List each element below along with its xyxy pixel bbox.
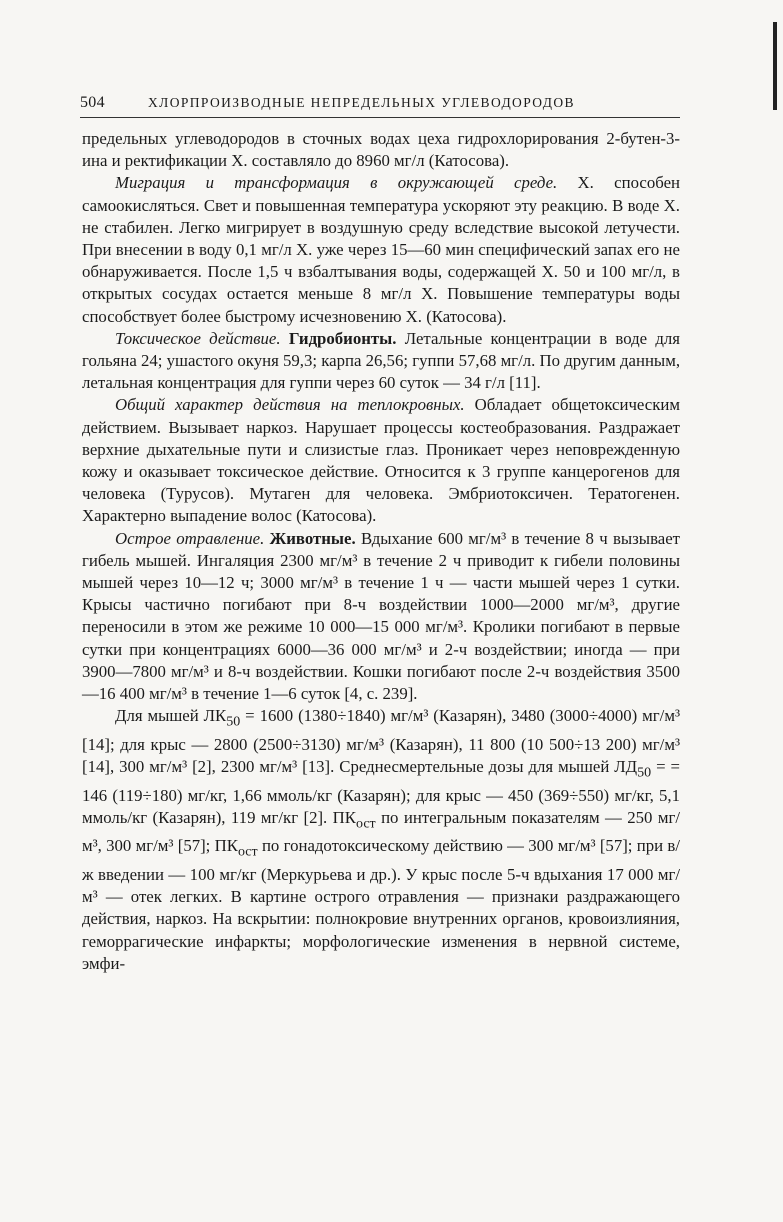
paragraph-continuation	[82, 128, 680, 172]
paragraph-text: Обладает общетоксическим действием. Вызывает наркоз. Нарушает процессы костеобразования. Раздражает верхние дыхательные пути и слизистые глаз. Проникает через неповрежденную кожу и оказывает токсическое действие. Относится к 3 группе канцерогенов для человека (Турусов). Мутаген для человека. Эмбриотоксичен. Тератогенен. Характерно выпадение волос (Катосова).	[82, 395, 680, 526]
paragraph-migration	[82, 172, 680, 327]
page-number: 504	[80, 94, 105, 111]
paragraph-acute-poisoning	[82, 528, 680, 706]
body-text	[82, 128, 680, 975]
paragraph-text: Летальные концентрации в воде для гольяна 24; ушастого окуня 59,3; карпа 26,56; гуппи 57,68 мг/л. По другим данным, летальная концентрация для гуппи через 60 суток — 34 г/л [11].	[82, 328, 681, 393]
paragraph-text: = = 146 (119÷180) мг/кг, 1,66 ммоль/кг (Казарян); для крыс — 450 (369÷550) мг/кг, 5,1 ммоль/кг (Казарян), 119 мг/кг [2]. ПК	[82, 757, 680, 827]
paragraph-text: Для мышей ЛК	[115, 706, 227, 726]
section-heading: Токсическое действие.	[115, 328, 281, 348]
subscript: ост	[355, 816, 376, 832]
paragraph-text: предельных углеводородов в сточных водах цеха гидрохлорирования 2-бутен-3-ина и ректификации X. составляло до 8960 мг/л (Катосова).	[82, 129, 680, 171]
section-heading: Миграция и трансформация в окружающей среде.	[115, 173, 558, 193]
subscript: 50	[637, 765, 652, 781]
paragraph-lethal-doses	[82, 705, 680, 975]
subsection-heading: Животные.	[264, 528, 356, 548]
paragraph-general-action	[82, 394, 680, 527]
subscript: ост	[237, 844, 258, 860]
subscript: 50	[226, 714, 241, 730]
subsection-heading: Гидробионты.	[280, 328, 397, 348]
section-heading: Общий характер действия на теплокровных.	[115, 395, 465, 415]
running-title: ХЛОРПРОИЗВОДНЫЕ НЕПРЕДЕЛЬНЫХ УГЛЕВОДОРОДОВ	[148, 95, 575, 110]
header-rule	[80, 117, 680, 118]
paragraph-text: Вдыхание 600 мг/м³ в течение 8 ч вызывает гибель мышей. Ингаляция 2300 мг/м³ в течение 2 ч приводит к гибели половины мышей через 10—12 ч; 3000 мг/м³ в течение 1 ч — части мышей через 1 сутки. Крысы частично погибают при 8-ч воздействии 1000—2000 мг/м³, другие переносили в этом же режиме 10 000—15 000 мг/м³. Кролики погибают в первые сутки при концентрациях 6000—36 000 мг/м³ и 2-ч воздействии; иногда — при 3900—7800 мг/м³ и 8-ч воздействии. Кошки погибают после 2-ч воздействия 3500—16 400 мг/м³ в течение 1—6 суток [4, с. 239].	[82, 528, 680, 704]
paragraph-text: X. способен самоокисляться. Свет и повышенная температура ускоряют эту реакцию. В воде X. не стабилен. Легко мигрирует в воздушную среду вследствие высокой летучести. При внесении в воду 0,1 мг/л X. уже через 15—60 мин специфический запах его не обнаруживается. После 1,5 ч взбалтывания воды, содержащей X. 50 и 100 мг/л, в открытых сосудах остается меньше 8 мг/л X. Повышение температуры воды способствует более быстрому исчезновению X. (Катосова).	[82, 173, 680, 326]
page-header	[80, 94, 680, 112]
page-edge-shadow	[773, 22, 777, 110]
paragraph-toxic-action	[82, 328, 680, 395]
paragraph-text: = 1600 (1380÷1840) мг/м³ (Казарян), 3480 (3000÷4000) мг/м³ [14]; для крыс — 2800 (2500÷3130) мг/м³ (Казарян), 11 800 (10 500÷13 200) мг/м³ [14], 300 мг/м³ [2], 2300 мг/м³ [13]. Среднесмертельные дозы для мышей ЛД	[82, 706, 680, 777]
section-heading: Острое отравление.	[115, 528, 265, 548]
paragraph-text: по интегральным показателям — 250 мг/м³, 300 мг/м³ [57]; ПК	[82, 807, 680, 856]
paragraph-text: по гонадотоксическому действию — 300 мг/м³ [57]; при в/ж введении — 100 мг/кг (Меркурьева и др.). У крыс после 5-ч вдыхания 17 000 мг/м³ — отек легких. В картине острого отравления — признаки раздражающего действия, наркоз. На вскрытии: полнокровие внутренних органов, кровоизлияния, геморрагические инфаркты; морфологические изменения в нервной системе, эмфи-	[82, 836, 680, 973]
